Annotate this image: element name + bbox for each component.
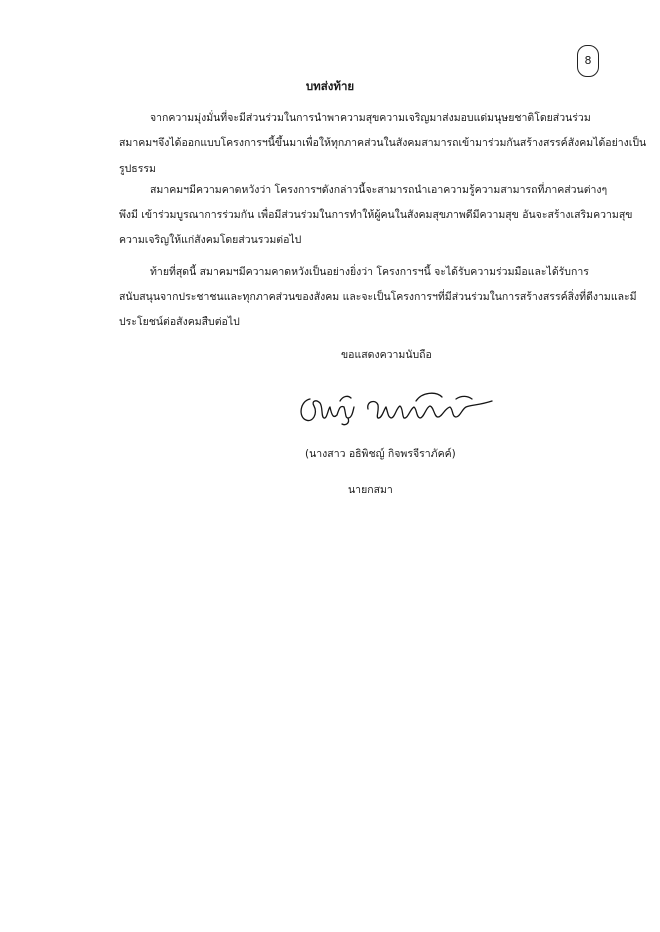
paragraph-3-line-1: ท้ายที่สุดนี้ สมาคมฯมีความคาดหวังเป็นอย่างยิ่งว่า โครงการฯนี้ จะได้รับความร่วมมือและได้รับการ bbox=[150, 266, 589, 278]
paragraph-3-line-2: สนับสนุนจากประชาชนและทุกภาคส่วนของสังคม และจะเป็นโครงการฯที่มีส่วนร่วมในการสร้างสรรค์สิ่งที่ดีงามและมี bbox=[119, 291, 637, 303]
handwritten-signature bbox=[296, 387, 506, 429]
paragraph-1-line-1: จากความมุ่งมั่นที่จะมีส่วนร่วมในการนำพาความสุขความเจริญมาส่งมอบแด่มนุษยชาติโดยส่วนร่วม bbox=[150, 112, 591, 124]
paragraph-2-line-2: พึงมี เข้าร่วมบูรณาการร่วมกัน เพื่อมีส่วนร่วมในการทำให้ผู้คนในสังคมสุขภาพดีมีความสุข อันจะสร้างเสริมความสุข bbox=[119, 209, 633, 221]
paragraph-1-line-3: รูปธรรม bbox=[119, 163, 156, 175]
signer-name: (นางสาว อธิพิชญ์ กิจพรจีราภัคค์) bbox=[305, 448, 456, 460]
paragraph-3-line-3: ประโยชน์ต่อสังคมสืบต่อไป bbox=[119, 316, 240, 328]
section-title: บทส่งท้าย bbox=[305, 79, 355, 93]
paragraph-2-line-1: สมาคมฯมีความคาดหวังว่า โครงการฯดังกล่าวนี้จะสามารถนำเอาความรู้ความสามารถที่ภาคส่วนต่างๆ bbox=[150, 184, 608, 196]
paragraph-2-line-3: ความเจริญให้แก่สังคมโดยส่วนรวมต่อไป bbox=[119, 234, 302, 246]
page-number: 8 bbox=[577, 45, 599, 77]
closing-regards: ขอแสดงความนับถือ bbox=[341, 349, 432, 361]
paragraph-1-line-2: สมาคมฯจึงได้ออกแบบโครงการฯนี้ขึ้นมาเพื่อให้ทุกภาคส่วนในสังคมสามารถเข้ามาร่วมกันสร้างสรรค์สังคมได้อย่างเป็น bbox=[119, 137, 647, 149]
signer-title: นายกสมา bbox=[348, 484, 393, 496]
